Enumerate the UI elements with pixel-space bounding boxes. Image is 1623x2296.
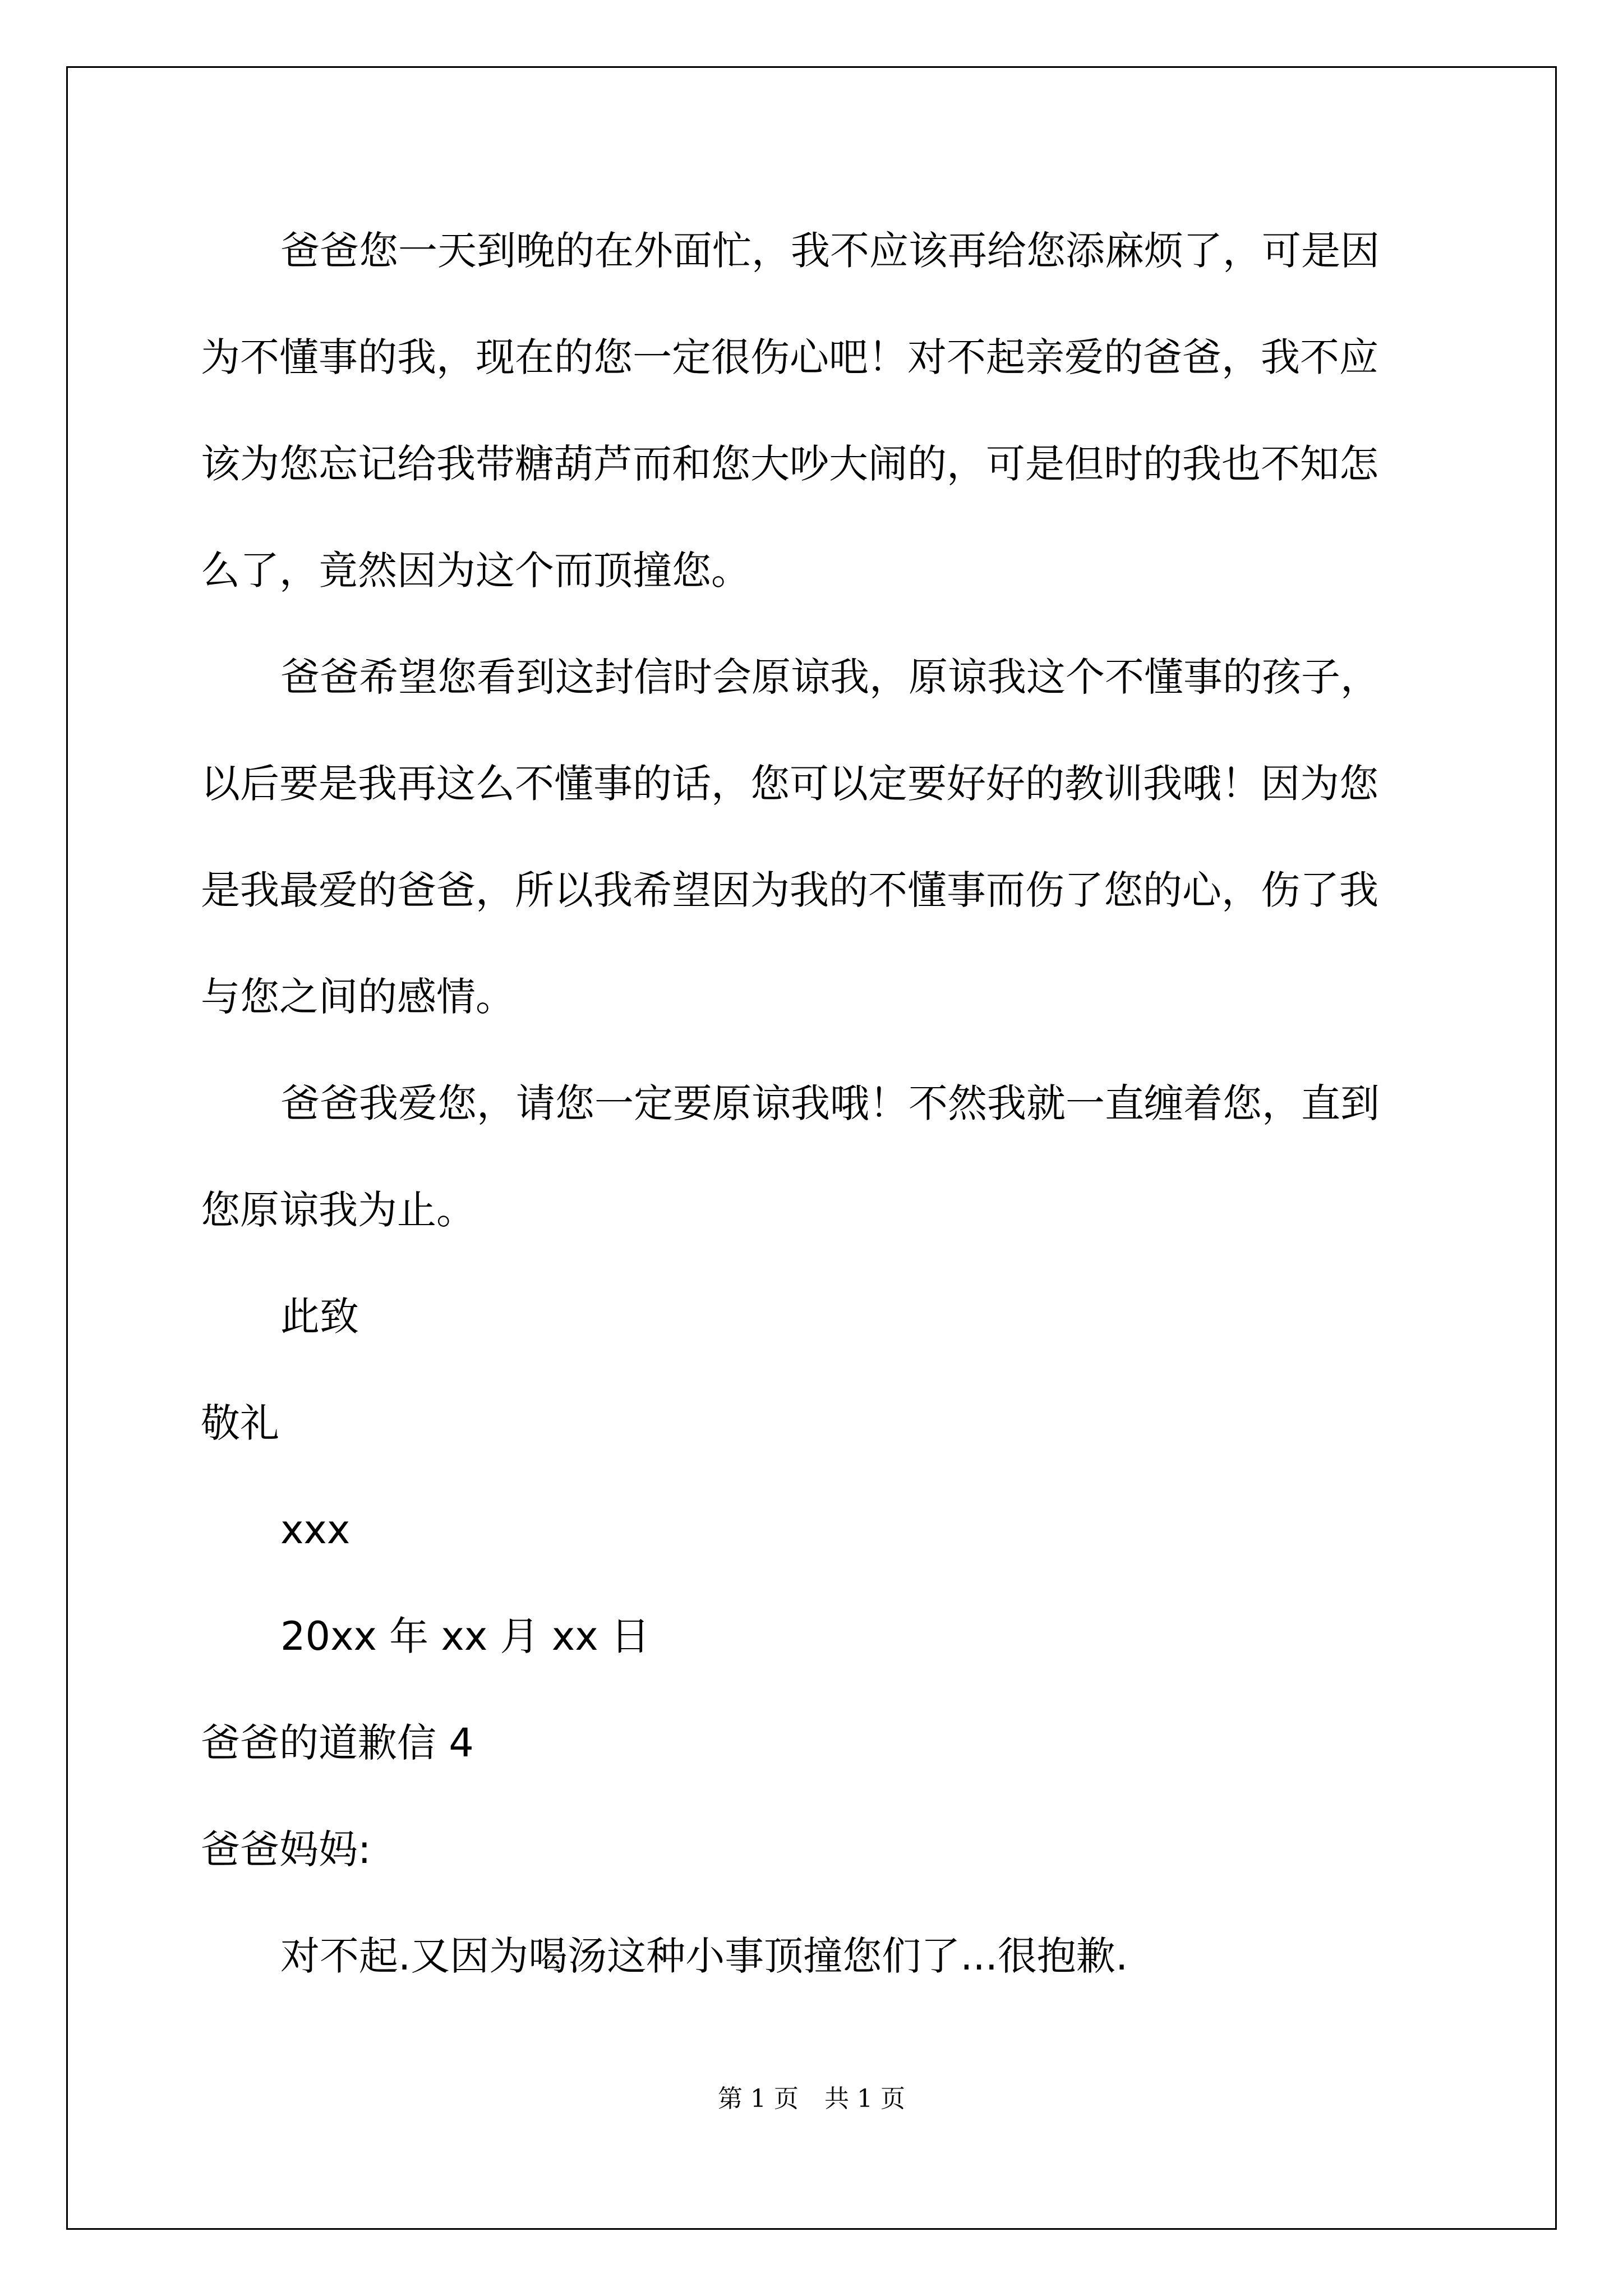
page-footer [0, 2087, 1623, 2111]
paragraph-3-line-1: 爸爸我爱您，请您一定要原谅我哦！不然我就一直缠着您，直到 [280, 1080, 1380, 1126]
next-letter-greeting: 爸爸妈妈: [201, 1826, 371, 1872]
date-text: 20xx 年 xx 月 xx 日 [280, 1613, 650, 1659]
paragraph-2-line-3: 是我最爱的爸爸，所以我希望因为我的不懂事而伤了您的心，伤了我 [201, 867, 1378, 913]
signature-text: xxx [280, 1507, 351, 1553]
paragraph-2-line-1: 爸爸希望您看到这封信时会原谅我，原谅我这个不懂事的孩子， [280, 654, 1380, 700]
paragraph-1-line-4: 么了，竟然因为这个而顶撞您。 [201, 547, 750, 593]
next-letter-first-line: 对不起.又因为喝汤这种小事顶撞您们了...很抱歉. [280, 1933, 1128, 1979]
paragraph-2-line-4: 与您之间的感情。 [201, 974, 515, 1020]
paragraph-3-line-2: 您原谅我为止。 [201, 1187, 476, 1233]
page-border [66, 66, 1557, 2230]
paragraph-2-line-2: 以后要是我再这么不懂事的话，您可以定要好好的教训我哦！因为您 [201, 761, 1378, 807]
paragraph-1-line-2: 为不懂事的我，现在的您一定很伤心吧！对不起亲爱的爸爸，我不应 [201, 334, 1378, 380]
paragraph-1-line-1: 爸爸您一天到晚的在外面忙，我不应该再给您添麻烦了，可是因 [280, 228, 1380, 274]
paragraph-1-line-3: 该为您忘记给我带糖葫芦而和您大吵大闹的，可是但时的我也不知怎 [201, 441, 1378, 487]
closing-text: 此致 [280, 1294, 359, 1340]
salute-text: 敬礼 [201, 1400, 279, 1446]
page-total: 共 1 页 [824, 2085, 905, 2113]
page-number: 第 1 页 [718, 2085, 799, 2113]
next-letter-title: 爸爸的道歉信 4 [201, 1720, 474, 1766]
